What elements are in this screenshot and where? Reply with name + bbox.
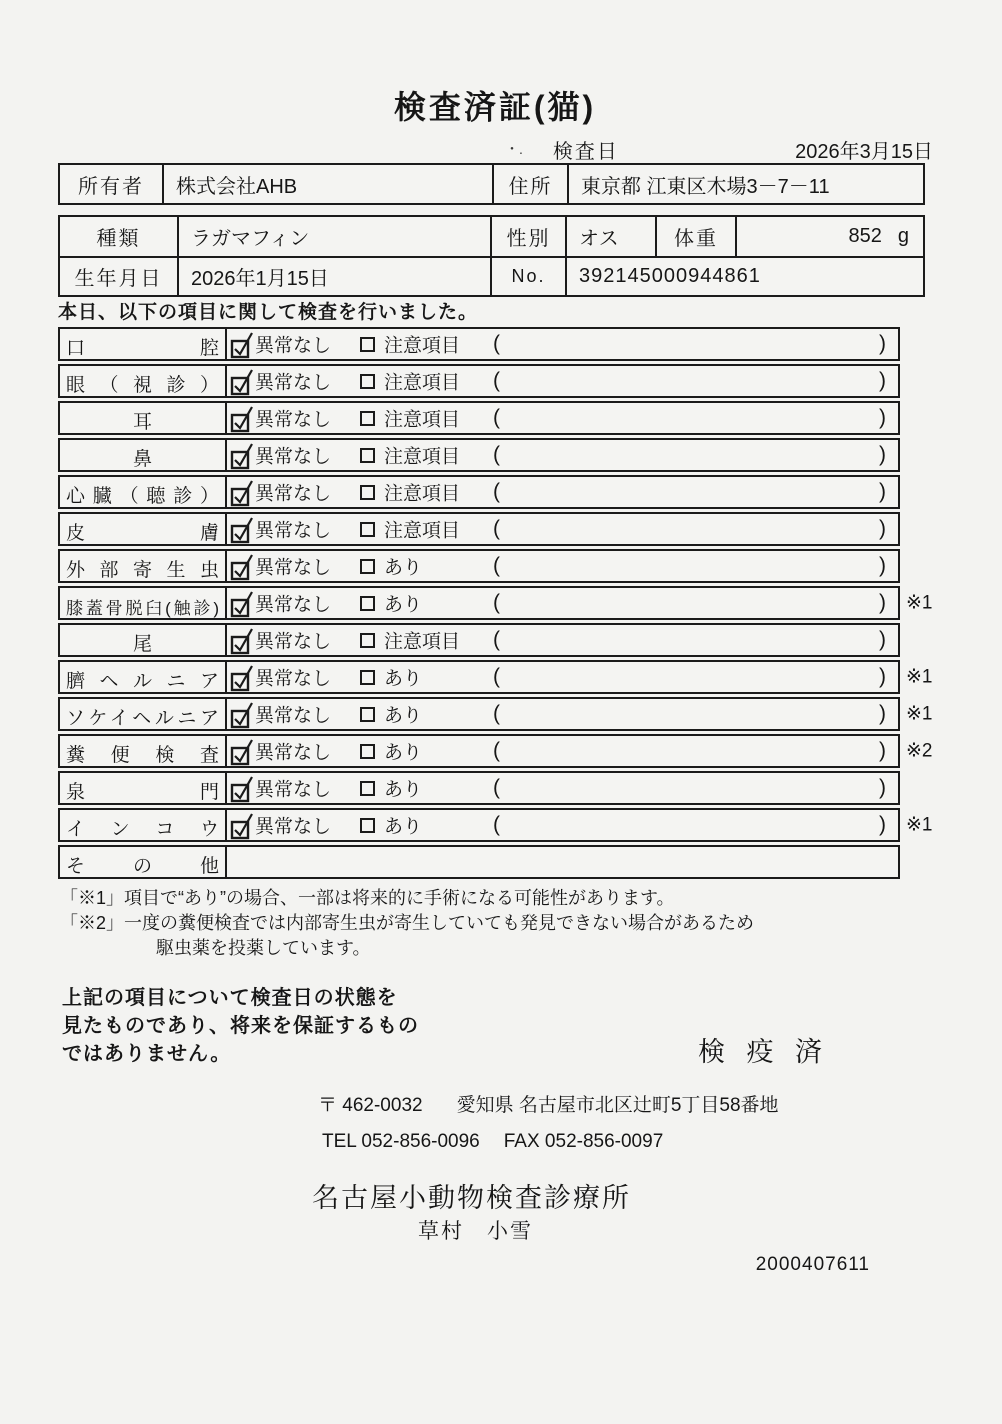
inspection-item-label: 尾 xyxy=(60,625,227,655)
remarks-paren-close: ) xyxy=(879,332,886,355)
checked-checkbox-icon xyxy=(230,700,256,730)
clinic-tel: TEL 052-856-0096 xyxy=(322,1131,480,1152)
no-label: No. xyxy=(490,256,565,295)
inspection-date-line xyxy=(505,136,933,162)
remarks-paren-open: ( xyxy=(493,776,500,799)
inspection-item-label: 耳 xyxy=(60,403,227,433)
animal-info-table xyxy=(58,215,925,297)
alt-checkbox-label: 注意項目 xyxy=(384,372,461,394)
inspection-row-result xyxy=(227,736,898,766)
breed-label: 種類 xyxy=(96,228,141,250)
inspection-row-result xyxy=(227,403,898,433)
remarks-paren-open: ( xyxy=(493,813,500,836)
sex-label: 性別 xyxy=(490,217,565,256)
remarks-paren-open: ( xyxy=(493,665,500,688)
inspection-item-label: 口腔 xyxy=(60,329,227,359)
remarks-paren-open: ( xyxy=(493,369,500,392)
row-note-marker: ※2 xyxy=(906,740,933,762)
inspection-row-result xyxy=(227,773,898,803)
footnote-2-continued: 駆虫薬を投薬しています。 xyxy=(156,938,371,958)
alt-checkbox-label: 注意項目 xyxy=(384,409,461,431)
unchecked-checkbox-icon xyxy=(360,559,375,574)
unchecked-checkbox-icon xyxy=(360,596,375,611)
clinic-address-line xyxy=(318,1090,779,1117)
inspection-row xyxy=(58,660,933,694)
unchecked-checkbox-icon xyxy=(360,374,375,389)
serial-number: 2000407611 xyxy=(755,1254,870,1275)
breed-value: ラガマフィン xyxy=(177,217,490,256)
alt-checkbox-label: 注意項目 xyxy=(384,335,461,357)
checked-checkbox-icon xyxy=(230,663,256,693)
unchecked-checkbox-icon xyxy=(360,781,375,796)
sex-value: オス xyxy=(565,217,655,256)
footnotes xyxy=(60,886,754,961)
checked-checkbox-icon xyxy=(230,737,256,767)
owner-label: 所有者 xyxy=(78,175,144,198)
remarks-paren-open: ( xyxy=(493,702,500,725)
inspection-row xyxy=(58,549,900,583)
unchecked-checkbox-icon xyxy=(360,411,375,426)
remarks-paren-close: ) xyxy=(879,443,886,466)
remarks-paren-open: ( xyxy=(493,517,500,540)
alt-checkbox-label: あり xyxy=(384,668,423,690)
birthdate-label: 生年月日 xyxy=(60,256,177,295)
inspection-row xyxy=(58,327,900,361)
inspection-row xyxy=(58,364,900,398)
weight-value: 852 xyxy=(848,225,882,247)
remarks-paren-close: ) xyxy=(879,628,886,651)
remarks-paren-close: ) xyxy=(879,813,886,836)
disclaimer-line-3: ではありません。 xyxy=(62,1043,232,1065)
checked-checkbox-icon xyxy=(230,774,256,804)
remarks-paren-close: ) xyxy=(879,406,886,429)
unchecked-checkbox-icon xyxy=(360,633,375,648)
unchecked-checkbox-icon xyxy=(360,670,375,685)
inspection-row-result-empty xyxy=(227,847,898,877)
inspection-row-result xyxy=(227,514,898,544)
checked-checkbox-icon xyxy=(230,367,256,397)
alt-checkbox-label: あり xyxy=(384,779,423,801)
inspection-row-result xyxy=(227,625,898,655)
clinic-name: 名古屋小動物検査診療所 xyxy=(312,1183,631,1213)
remarks-paren-open: ( xyxy=(493,591,500,614)
address-value: 東京都 江東区木場3－7－11 xyxy=(567,165,923,203)
inspection-item-label: 鼻 xyxy=(60,440,227,470)
inspection-item-label: インコウ xyxy=(60,810,227,840)
weight-unit: g xyxy=(897,225,909,247)
inspection-item-label: 眼（視診） xyxy=(60,366,227,396)
unchecked-checkbox-icon xyxy=(360,818,375,833)
inspection-row-result xyxy=(227,477,898,507)
remarks-paren-close: ) xyxy=(879,665,886,688)
remarks-paren-close: ) xyxy=(879,591,886,614)
alt-checkbox-label: 注意項目 xyxy=(384,631,461,653)
stray-scan-mark: ・. xyxy=(505,141,523,157)
inspection-item-label: 糞便検査 xyxy=(60,736,227,766)
disclaimer-line-1: 上記の項目について検査日の状態を xyxy=(62,987,398,1009)
remarks-paren-close: ) xyxy=(879,517,886,540)
alt-checkbox-label: あり xyxy=(384,557,423,579)
ok-checkbox-label: 異常なし xyxy=(255,520,332,542)
disclaimer xyxy=(62,984,419,1068)
row-note-marker: ※1 xyxy=(906,814,933,836)
remarks-paren-close: ) xyxy=(879,480,886,503)
inspection-item-label: 心臓（聴診） xyxy=(60,477,227,507)
no-value: 392145000944861 xyxy=(565,256,923,295)
inspection-row xyxy=(58,401,900,435)
inspection-row-result xyxy=(227,551,898,581)
ok-checkbox-label: 異常なし xyxy=(255,372,332,394)
checked-checkbox-icon xyxy=(230,330,256,360)
checked-checkbox-icon xyxy=(230,589,256,619)
unchecked-checkbox-icon xyxy=(360,522,375,537)
ok-checkbox-label: 異常なし xyxy=(255,742,332,764)
address-label: 住所 xyxy=(492,165,567,203)
inspection-date-value: 2026年3月15日 xyxy=(795,140,933,163)
clinic-address: 愛知県 名古屋市北区辻町5丁目58番地 xyxy=(456,1095,779,1116)
checked-checkbox-icon xyxy=(230,552,256,582)
alt-checkbox-label: あり xyxy=(384,742,423,764)
alt-checkbox-label: あり xyxy=(384,594,423,616)
inspection-row xyxy=(58,771,900,805)
inspection-item-label: その他 xyxy=(60,847,227,877)
alt-checkbox-label: あり xyxy=(384,705,423,727)
footnote-2: 「※2」一度の糞便検査では内部寄生虫が寄生していても発見できない場合があるため xyxy=(60,913,755,933)
ok-checkbox-label: 異常なし xyxy=(255,816,332,838)
unchecked-checkbox-icon xyxy=(360,707,375,722)
inspection-row xyxy=(58,697,933,731)
checked-checkbox-icon xyxy=(230,811,256,841)
ok-checkbox-label: 異常なし xyxy=(255,631,332,653)
ok-checkbox-label: 異常なし xyxy=(255,483,332,505)
alt-checkbox-label: 注意項目 xyxy=(384,446,461,468)
inspection-row-result xyxy=(227,810,898,840)
inspection-row-result xyxy=(227,440,898,470)
inspection-item-label: ソケイヘルニア xyxy=(60,699,227,729)
checked-checkbox-icon xyxy=(230,441,256,471)
ok-checkbox-label: 異常なし xyxy=(255,446,332,468)
inspection-item-label: 泉門 xyxy=(60,773,227,803)
inspection-item-label: 外部寄生虫 xyxy=(60,551,227,581)
unchecked-checkbox-icon xyxy=(360,744,375,759)
footnote-1: 「※1」項目で“あり”の場合、一部は将来的に手術になる可能性があります。 xyxy=(60,888,675,908)
clinic-telfax-line xyxy=(322,1131,663,1153)
row-note-marker: ※1 xyxy=(906,703,933,725)
unchecked-checkbox-icon xyxy=(360,337,375,352)
inspection-row xyxy=(58,438,900,472)
alt-checkbox-label: あり xyxy=(384,816,423,838)
ok-checkbox-label: 異常なし xyxy=(255,705,332,727)
inspection-row-result xyxy=(227,366,898,396)
inspection-row xyxy=(58,734,933,768)
birthdate-value: 2026年1月15日 xyxy=(177,256,490,295)
inspection-row xyxy=(58,845,900,879)
inspection-row xyxy=(58,512,900,546)
remarks-paren-close: ) xyxy=(879,739,886,762)
ok-checkbox-label: 異常なし xyxy=(255,409,332,431)
quarantine-stamp: 検 疫 済 xyxy=(698,1037,830,1067)
ok-checkbox-label: 異常なし xyxy=(255,557,332,579)
clinic-fax: FAX 052-856-0097 xyxy=(503,1131,664,1152)
weight-value-cell xyxy=(735,217,923,256)
remarks-paren-close: ) xyxy=(879,702,886,725)
inspection-row-result xyxy=(227,699,898,729)
alt-checkbox-label: 注意項目 xyxy=(384,520,461,542)
inspection-row-result xyxy=(227,588,898,618)
inspection-row xyxy=(58,586,933,620)
clinic-postal-code: 〒 462-0032 xyxy=(318,1095,423,1116)
remarks-paren-open: ( xyxy=(493,554,500,577)
remarks-paren-open: ( xyxy=(493,480,500,503)
remarks-paren-open: ( xyxy=(493,628,500,651)
checked-checkbox-icon xyxy=(230,404,256,434)
checked-checkbox-icon xyxy=(230,626,256,656)
disclaimer-line-2: 見たものであり、将来を保証するもの xyxy=(62,1015,419,1037)
ok-checkbox-label: 異常なし xyxy=(255,668,332,690)
inspection-row-result xyxy=(227,329,898,359)
remarks-paren-close: ) xyxy=(879,776,886,799)
inspection-row-result xyxy=(227,662,898,692)
checked-checkbox-icon xyxy=(230,515,256,545)
veterinarian-name: 草村 小雪 xyxy=(418,1220,533,1243)
remarks-paren-close: ) xyxy=(879,554,886,577)
remarks-paren-open: ( xyxy=(493,443,500,466)
inspection-row xyxy=(58,623,900,657)
inspection-row xyxy=(58,808,933,842)
remarks-paren-close: ) xyxy=(879,369,886,392)
unchecked-checkbox-icon xyxy=(360,485,375,500)
inspection-item-label: 臍ヘルニア xyxy=(60,662,227,692)
checked-checkbox-icon xyxy=(230,478,256,508)
owner-address-table xyxy=(58,163,925,205)
page-title: 検査済証(猫) xyxy=(393,89,597,125)
ok-checkbox-label: 異常なし xyxy=(255,594,332,616)
inspection-table xyxy=(58,327,933,882)
statement-text: 本日、以下の項目に関して検査を行いました。 xyxy=(58,302,479,323)
remarks-paren-open: ( xyxy=(493,332,500,355)
owner-value: 株式会社AHB xyxy=(162,165,492,203)
remarks-paren-open: ( xyxy=(493,406,500,429)
ok-checkbox-label: 異常なし xyxy=(255,779,332,801)
unchecked-checkbox-icon xyxy=(360,448,375,463)
weight-label: 体重 xyxy=(655,217,735,256)
inspection-date-label: 検査日 xyxy=(552,140,619,163)
inspection-row xyxy=(58,475,900,509)
ok-checkbox-label: 異常なし xyxy=(255,335,332,357)
row-note-marker: ※1 xyxy=(906,592,933,614)
row-note-marker: ※1 xyxy=(906,666,933,688)
inspection-item-label: 膝蓋骨脱臼(触診) xyxy=(60,588,227,618)
remarks-paren-open: ( xyxy=(493,739,500,762)
inspection-item-label: 皮膚 xyxy=(60,514,227,544)
alt-checkbox-label: 注意項目 xyxy=(384,483,461,505)
